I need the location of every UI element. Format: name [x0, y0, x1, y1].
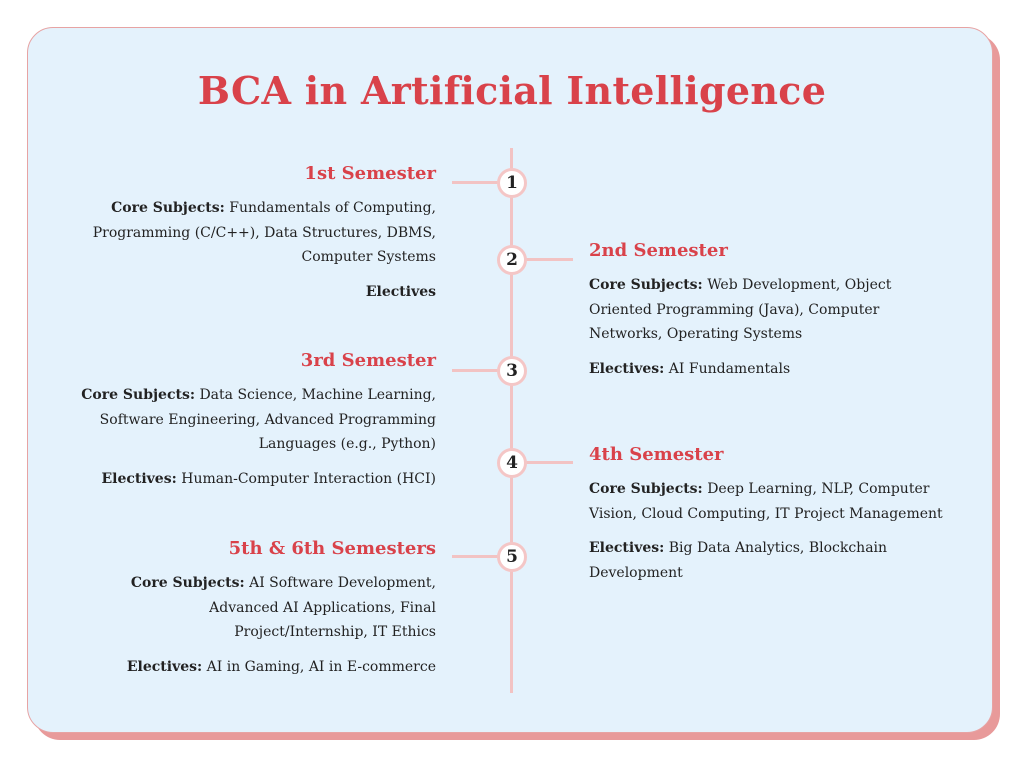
semester-title: 3rd Semester — [300, 350, 436, 371]
core-label: Core Subjects: — [589, 277, 703, 293]
electives — [589, 357, 949, 382]
timeline-node-4: 4 — [497, 448, 527, 478]
electives-label: Electives — [365, 283, 436, 300]
electives-label: Electives: — [589, 360, 665, 377]
core-text: Data Science, Machine Learning, Software Engineering, Advanced Programming Languages (e.g., Python) — [99, 387, 436, 452]
core-label: Core Subjects: — [81, 387, 195, 403]
semester-3 — [76, 350, 436, 501]
core-label: Core Subjects: — [589, 481, 703, 497]
core-subjects — [76, 571, 436, 645]
semester-title: 4th Semester — [589, 444, 724, 465]
core-label: Core Subjects: — [130, 575, 245, 591]
core-subjects — [589, 273, 949, 347]
electives-label: Electives: — [101, 470, 177, 487]
core-text: Web Development, Object Oriented Programming (Java), Computer Networks, Operating Systems — [589, 277, 892, 342]
electives-text: AI in Gaming, AI in E-commerce — [206, 658, 436, 675]
electives — [589, 536, 949, 585]
core-subjects — [589, 477, 949, 526]
semester-2 — [589, 240, 949, 391]
semester-5-6 — [76, 538, 436, 689]
page-title: BCA in Artificial Intelligence — [197, 68, 827, 113]
timeline-node-3: 3 — [497, 356, 527, 386]
core-text: Deep Learning, NLP, Computer Vision, Cloud Computing, IT Project Management — [589, 481, 943, 522]
timeline-node-1: 1 — [497, 168, 527, 198]
core-text: Fundamentals of Computing, Programming (C/C++), Data Structures, DBMS, Computer Systems — [92, 200, 436, 265]
electives-text: Big Data Analytics, Blockchain Development — [589, 540, 888, 581]
semester-1 — [76, 163, 436, 314]
electives — [76, 467, 436, 492]
electives — [76, 280, 436, 305]
electives-text: Human-Computer Interaction (HCI) — [181, 470, 436, 487]
semester-4 — [589, 444, 949, 595]
semester-title: 1st Semester — [304, 163, 436, 184]
timeline-node-5: 5 — [497, 542, 527, 572]
electives-text: AI Fundamentals — [668, 360, 791, 377]
core-label: Core Subjects: — [111, 200, 225, 216]
semester-title: 2nd Semester — [589, 240, 728, 261]
semester-title: 5th & 6th Semesters — [228, 538, 436, 559]
timeline-node-2: 2 — [497, 245, 527, 275]
core-subjects — [76, 196, 436, 270]
electives-label: Electives: — [589, 540, 665, 556]
electives — [76, 655, 436, 680]
core-text: AI Software Development, Advanced AI Applications, Final Project/Internship, IT Ethics — [209, 575, 436, 640]
electives-label: Electives: — [126, 658, 203, 675]
core-subjects — [76, 383, 436, 457]
timeline-line — [510, 148, 513, 693]
